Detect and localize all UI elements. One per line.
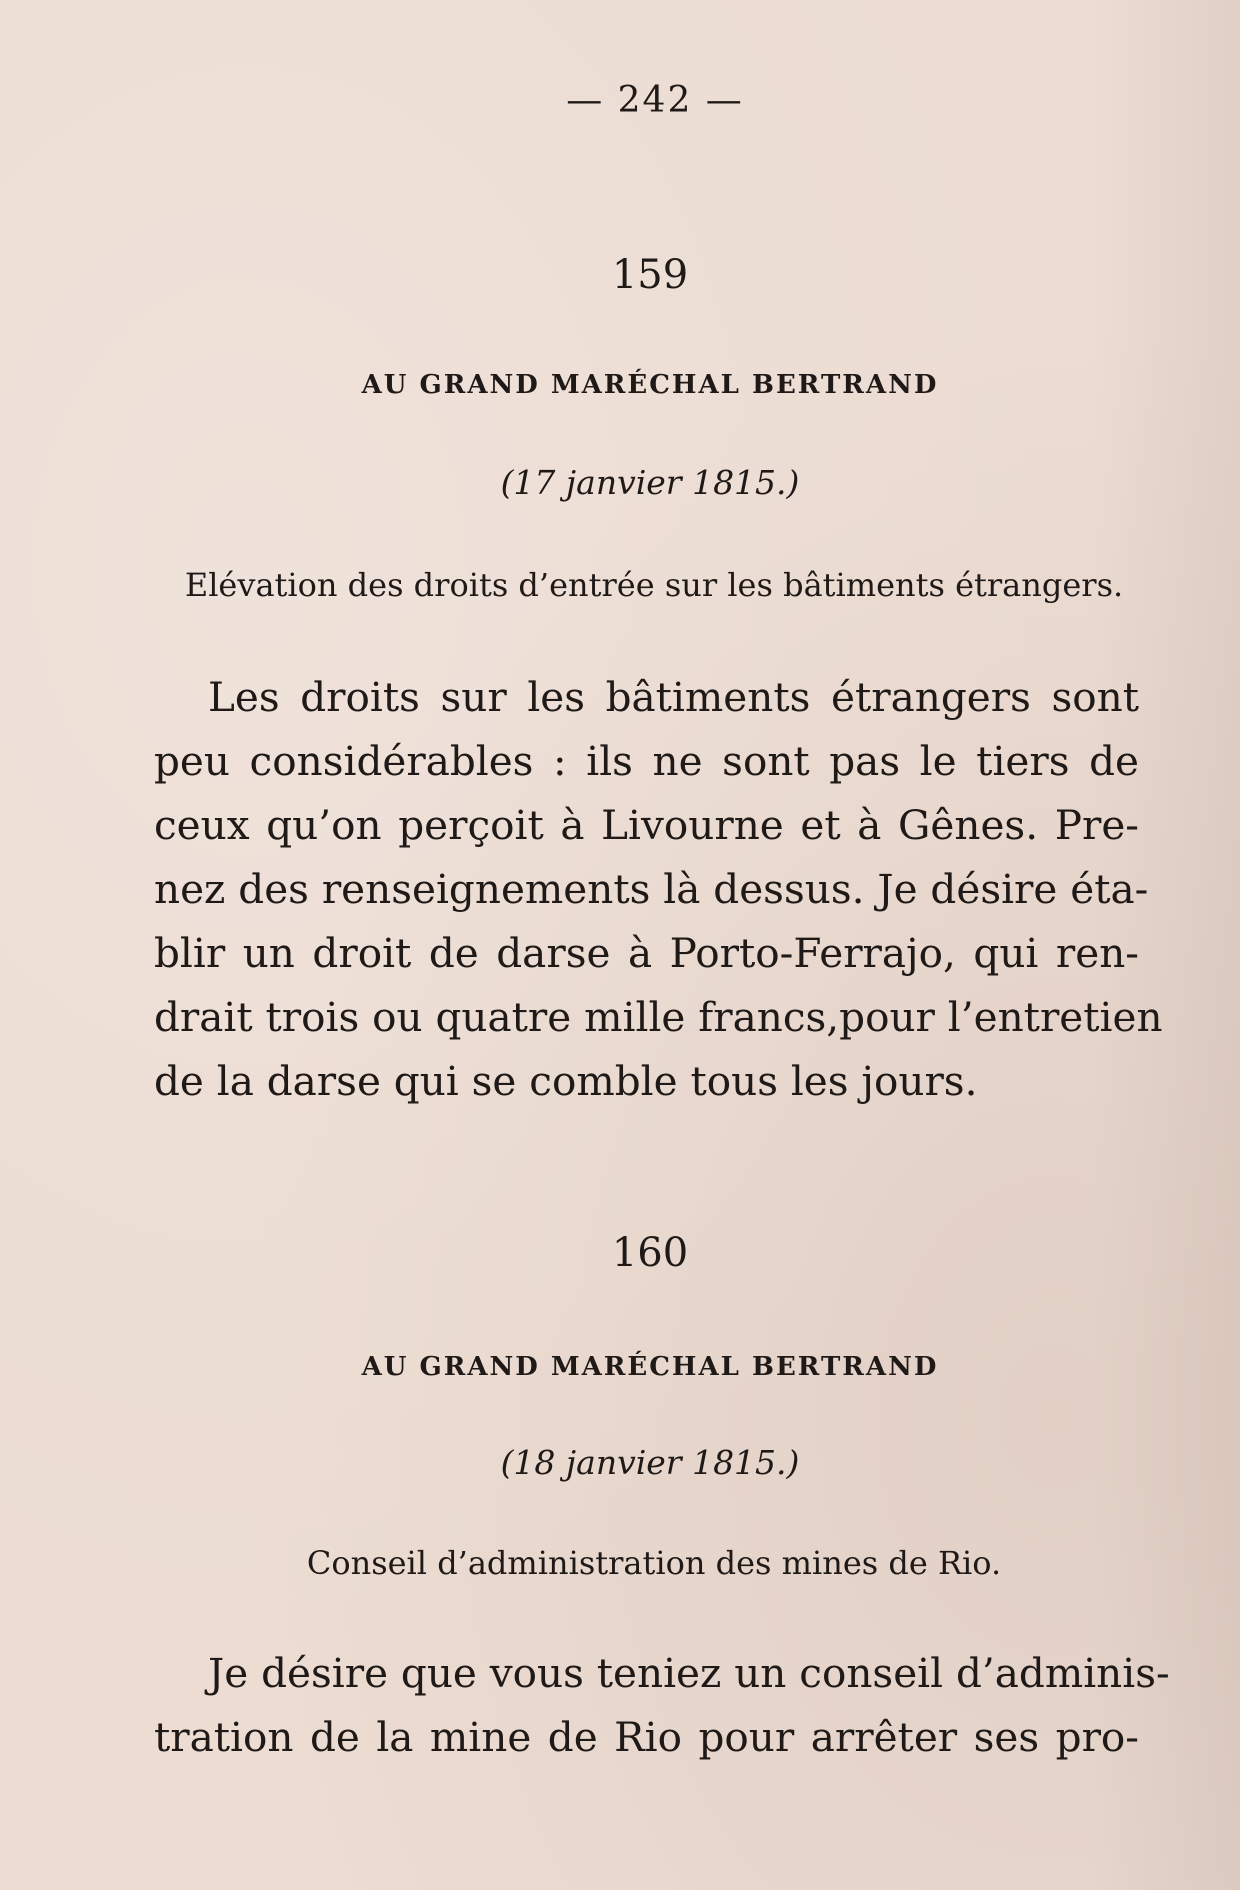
letter-recipient: AU GRAND MARÉCHAL BERTRAND: [361, 1352, 939, 1382]
letter-subject: Conseil d’administration des mines de Rio.: [306, 1544, 1002, 1582]
letter-date: (17 janvier 1815.): [500, 463, 800, 502]
body-line: tration de la mine de Rio pour arrêter ses pro-: [154, 1713, 1139, 1761]
letter-date: (18 janvier 1815.): [500, 1443, 800, 1482]
body-line: blir un droit de darse à Porto-Ferrajo, qui ren-: [154, 929, 1139, 977]
body-line: Je désire que vous teniez un conseil d’adminis-: [208, 1649, 1170, 1697]
body-line: Les droits sur les bâtiments étrangers sont: [208, 673, 1139, 721]
body-line: nez des renseignements là dessus. Je désire éta-: [154, 865, 1149, 913]
page-number: — 242 —: [566, 80, 744, 121]
letter-body: [154, 665, 1163, 1113]
letter-body: [154, 1641, 1170, 1769]
letter-number: 160: [611, 1230, 689, 1276]
body-line: de la darse qui se comble tous les jours.: [154, 1057, 978, 1105]
body-line: peu considérables : ils ne sont pas le tiers de: [154, 737, 1139, 785]
letter-number: 159: [611, 252, 689, 298]
letter-subject: Elévation des droits d’entrée sur les bâtiments étrangers.: [184, 566, 1124, 604]
body-line: drait trois ou quatre mille francs,pour l’entretien: [154, 993, 1163, 1041]
body-line: ceux qu’on perçoit à Livourne et à Gênes. Pre-: [154, 801, 1139, 849]
letter-recipient: AU GRAND MARÉCHAL BERTRAND: [361, 370, 939, 400]
